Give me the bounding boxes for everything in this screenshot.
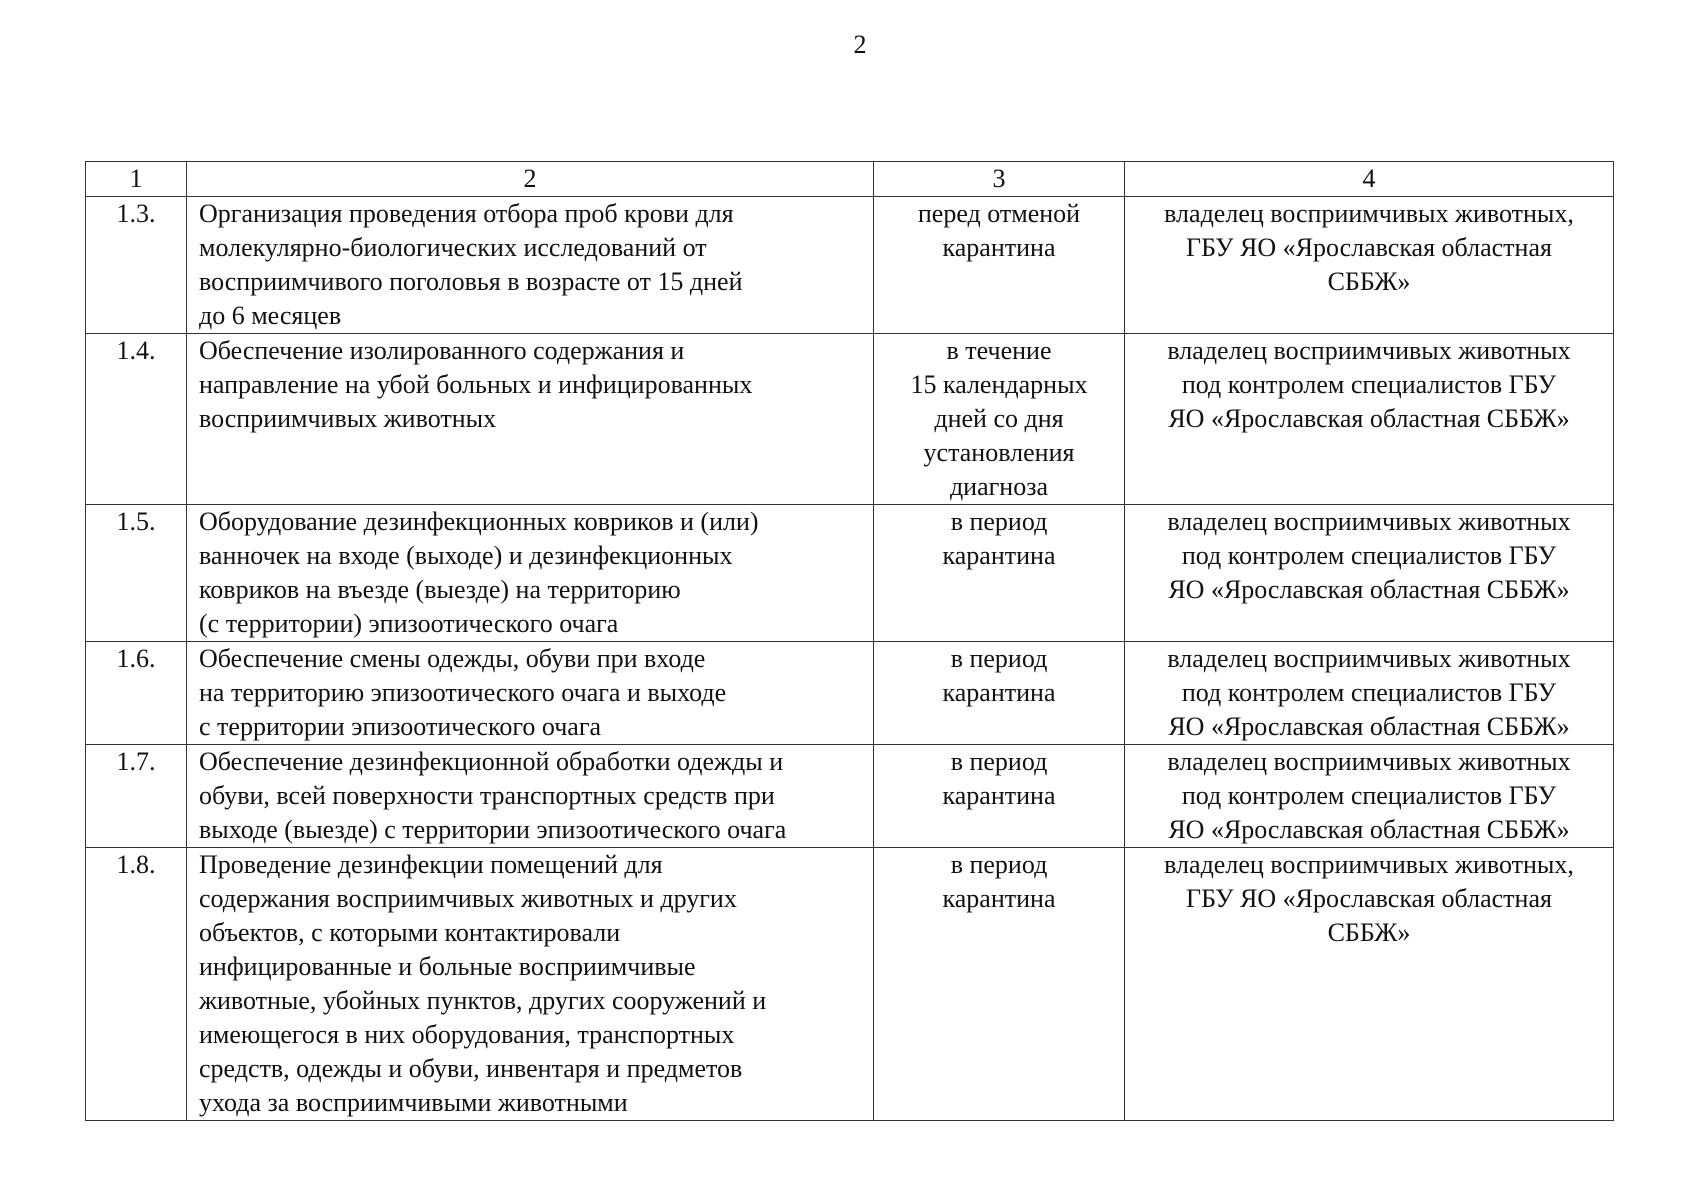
responsible-cell: владелец восприимчивых животных, ГБУ ЯО «Ярославская областная СББЖ» [1125,197,1614,334]
term-cell: в период карантина [874,505,1125,642]
term-cell: в период карантина [874,848,1125,1121]
term-cell: в период карантина [874,642,1125,745]
table-row [86,745,1614,848]
row-number: 1.3. [86,197,187,334]
responsible-cell: владелец восприимчивых животных под контролем специалистов ГБУ ЯО «Ярославская областная СББЖ» [1125,642,1614,745]
term-cell: в течение 15 календарных дней со дня установления диагноза [874,334,1125,505]
page-number: 2 [853,30,867,59]
row-number: 1.7. [86,745,187,848]
table-row [86,505,1614,642]
row-number: 1.4. [86,334,187,505]
term-cell: перед отменой карантина [874,197,1125,334]
term-cell: в период карантина [874,745,1125,848]
row-number: 1.8. [86,848,187,1121]
row-number: 1.6. [86,642,187,745]
table-row [86,642,1614,745]
responsible-cell: владелец восприимчивых животных под контролем специалистов ГБУ ЯО «Ярославская областная СББЖ» [1125,334,1614,505]
measures-table [85,161,1614,1121]
responsible-cell: владелец восприимчивых животных под контролем специалистов ГБУ ЯО «Ярославская областная СББЖ» [1125,505,1614,642]
measure-cell: Обеспечение смены одежды, обуви при входе на территорию эпизоотического очага и выходе с территории эпизоотического очага [187,642,874,745]
measure-cell: Организация проведения отбора проб крови для молекулярно-биологических исследований от восприимчивого поголовья в возрасте от 15 дней до 6 месяцев [187,197,874,334]
table-row [86,848,1614,1121]
measure-cell: Обеспечение изолированного содержания и направление на убой больных и инфицированных восприимчивых животных [187,334,874,505]
row-number: 1.5. [86,505,187,642]
responsible-cell: владелец восприимчивых животных, ГБУ ЯО «Ярославская областная СББЖ» [1125,848,1614,1121]
table-row [86,197,1614,334]
measure-cell: Оборудование дезинфекционных ковриков и (или) ванночек на входе (выходе) и дезинфекционных ковриков на въезде (выезде) на территорию (с территории) эпизоотического очага [187,505,874,642]
header-cell: 3 [874,162,1125,197]
measure-cell: Обеспечение дезинфекционной обработки одежды и обуви, всей поверхности транспортных средств при выходе (выезде) с территории эпизоотического очага [187,745,874,848]
measure-cell: Проведение дезинфекции помещений для содержания восприимчивых животных и других объектов, с которыми контактировали инфицированные и больные восприимчивые животные, убойных пунктов, других сооружений и имеющегося в них оборудования, транспортных средств, одежды и обуви, инвентаря и предметов ухода за восприимчивыми животными [187,848,874,1121]
header-cell: 1 [86,162,187,197]
table-row [86,334,1614,505]
responsible-cell: владелец восприимчивых животных под контролем специалистов ГБУ ЯО «Ярославская областная СББЖ» [1125,745,1614,848]
table-header-row [86,162,1614,197]
header-cell: 2 [187,162,874,197]
header-cell: 4 [1125,162,1614,197]
